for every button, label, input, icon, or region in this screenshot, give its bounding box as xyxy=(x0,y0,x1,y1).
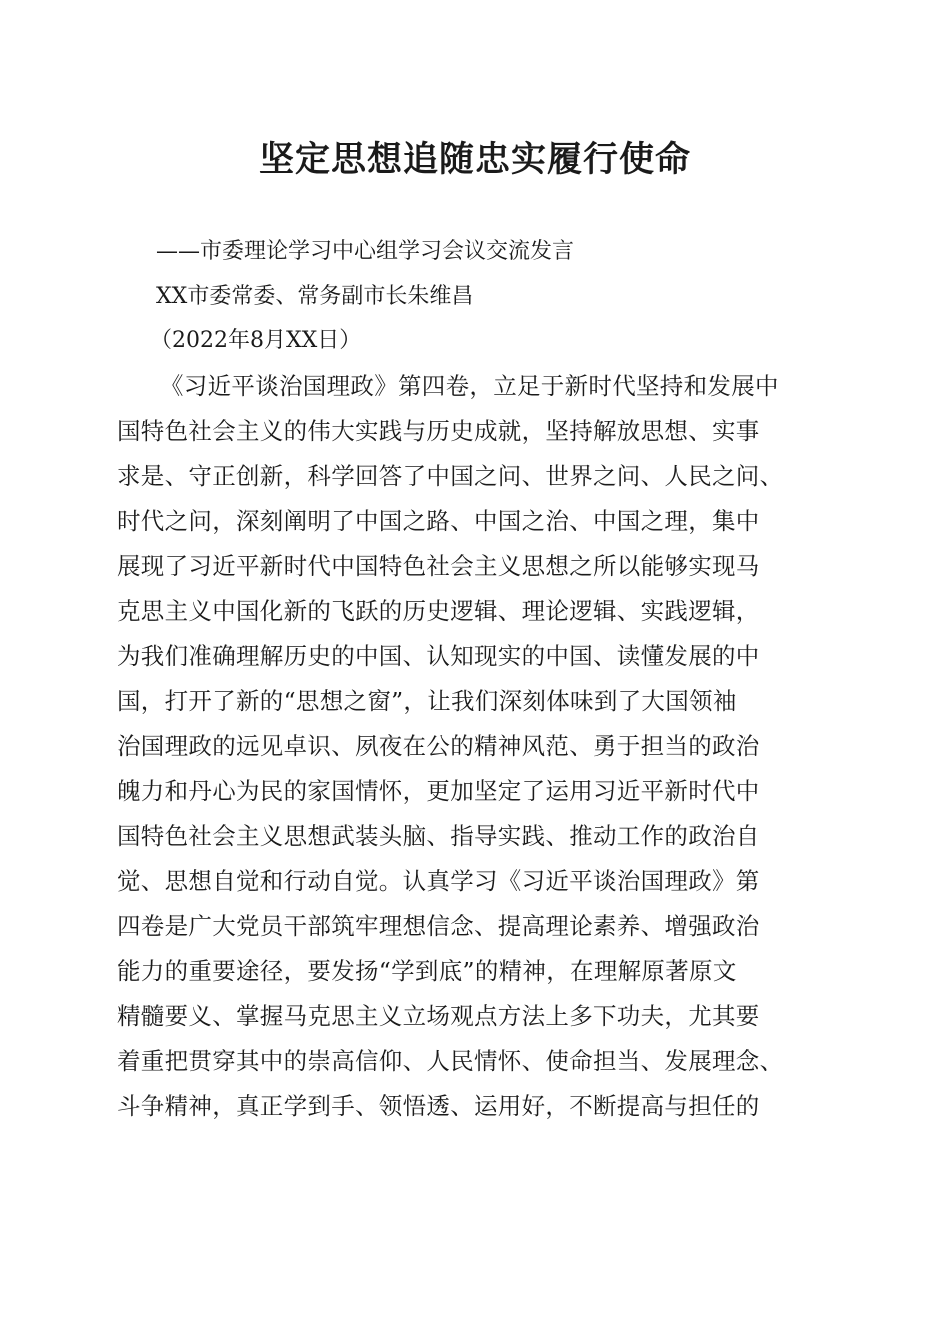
body-line: 为我们准确理解历史的中国、认知现实的中国、读懂发展的中 xyxy=(117,642,760,670)
body-line: 求是、守正创新，科学回答了中国之问、世界之问、人民之问、 xyxy=(117,462,784,490)
body-line: 国，打开了新的“思想之窗”，让我们深刻体味到了大国领袖 xyxy=(117,687,737,715)
body-line: 着重把贯穿其中的崇高信仰、人民情怀、使命担当、发展理念、 xyxy=(117,1047,784,1075)
document-subtitle: ——市委理论学习中心组学习会议交流发言 xyxy=(156,239,575,264)
body-line: 觉、思想自觉和行动自觉。认真学习《习近平谈治国理政》第 xyxy=(117,867,760,895)
body-line: 治国理政的远见卓识、夙夜在公的精神风范、勇于担当的政治 xyxy=(117,732,760,760)
body-line: 克思主义中国化新的飞跃的历史逻辑、理论逻辑、实践逻辑， xyxy=(117,597,760,625)
body-line: 四卷是广大党员干部筑牢理想信念、提高理论素养、增强政治 xyxy=(117,912,760,940)
body-line: 国特色社会主义思想武装头脑、指导实践、推动工作的政治自 xyxy=(117,822,760,850)
body-line: 国特色社会主义的伟大实践与历史成就，坚持解放思想、实事 xyxy=(117,417,760,445)
body-line: 时代之问，深刻阐明了中国之路、中国之治、中国之理，集中 xyxy=(117,507,760,535)
body-line: 《习近平谈治国理政》第四卷，立足于新时代坚持和发展中 xyxy=(160,372,779,400)
body-line: 能力的重要途径，要发扬“学到底”的精神，在理解原著原文 xyxy=(117,957,737,985)
body-line: 展现了习近平新时代中国特色社会主义思想之所以能够实现马 xyxy=(117,552,760,580)
body-line: 斗争精神，真正学到手、领悟透、运用好，不断提高与担任的 xyxy=(117,1092,760,1120)
document-title: 坚定思想追随忠实履行使命 xyxy=(258,139,691,180)
body-line: 精髓要义、掌握马克思主义立场观点方法上多下功夫，尤其要 xyxy=(117,1002,760,1030)
document-date: （2022年8月XX日） xyxy=(150,328,362,353)
document-author: XX市委常委、常务副市长朱维昌 xyxy=(156,284,474,309)
body-line: 魄力和丹心为民的家国情怀，更加坚定了运用习近平新时代中 xyxy=(117,777,760,805)
